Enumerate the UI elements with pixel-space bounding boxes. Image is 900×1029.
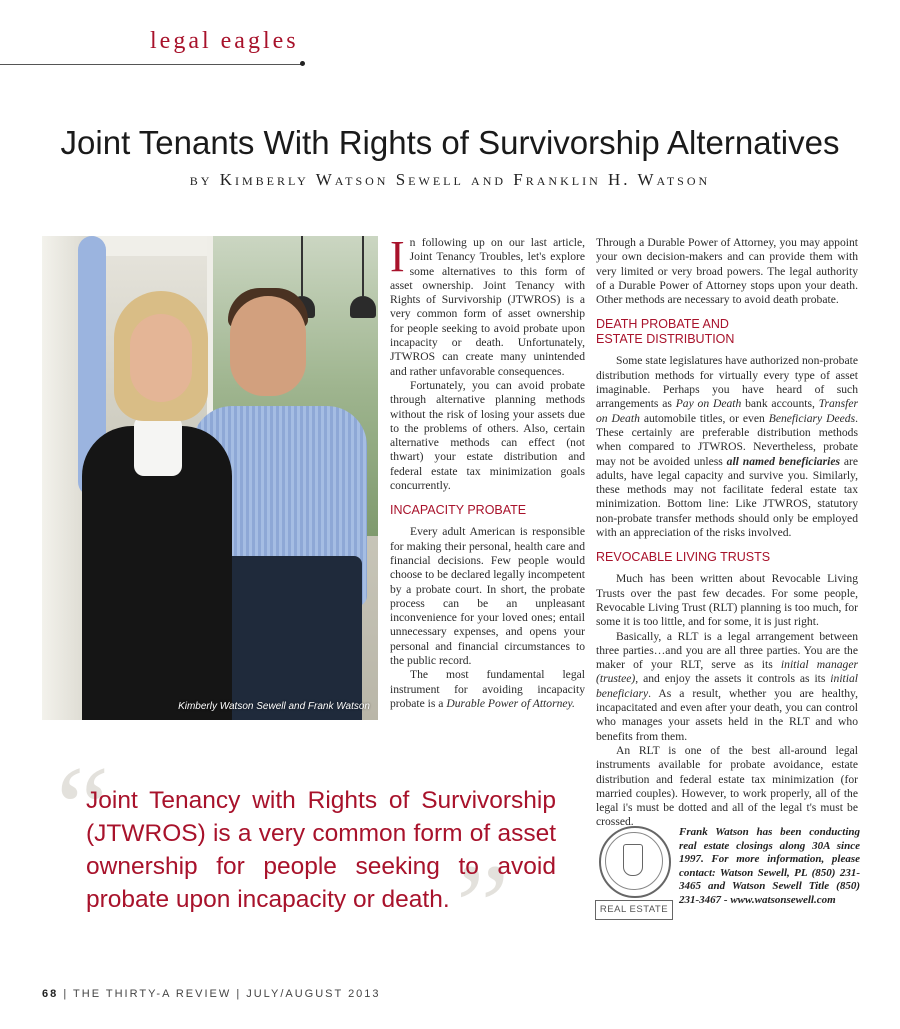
death-paragraph — [596, 354, 858, 540]
intro-text: n following up on our last article, Joint Tenancy Troubles, let's explore some alternatives to this form of asset ownership. Joint Tenancy with Rights of Survivorship (JTWROS) is a very common form of asset ownership for people seeking to avoid probate upon incapacity or death. Unfortunately, JTWROS can create many unintended and rather unfavorable consequences. — [390, 236, 585, 378]
incapacity-p2-emphasis: Durable Power of Attorney. — [446, 696, 575, 710]
incapacity-paragraph-1: Every adult American is responsible for making their personal, health care and financial decisions. Few people would choose to be declared legally incompetent by a probate court. In short, the probate process can be an unpleasant inconvenience for your loved ones; entail unnecessary expenses, and opens your personal and financial circumstances to the public record. — [390, 525, 585, 668]
byline: by Kimberly Watson Sewell and Franklin H. Watson — [189, 170, 711, 189]
death-em-3: Beneficiary Deeds — [768, 411, 856, 425]
rlt-paragraph-2 — [596, 630, 858, 744]
rlt-heading: REVOCABLE LIVING TRUSTS — [596, 550, 771, 565]
drop-cap: I — [390, 232, 405, 281]
rule-dot — [300, 61, 305, 66]
photo-caption: Kimberly Watson Sewell and Frank Watson — [178, 701, 370, 712]
pull-quote: Joint Tenancy with Rights of Survivorship (JTWROS) is a very common form of asset ownership for people seeking to avoid probate upon incapacity or death. — [86, 787, 556, 913]
death-heading-line-1: DEATH PROBATE AND — [596, 317, 729, 332]
publication-name: THE THIRTY-A REVIEW — [73, 988, 232, 1000]
death-heading — [596, 317, 858, 347]
rlt-text-a: Basically, a RLT is a legal arrangement between three parties…and you are all three parties. You are the maker of your RLT, serve as its — [596, 629, 858, 672]
rlt-paragraph-1: Much has been written about Revocable Living Trusts over the past few decades. For some people, Revocable Living Trust (RLT) planning is too much, for some it is too little, and for some, it is just right. — [596, 572, 858, 629]
rlt-text-b: , and enjoy the assets it controls as its — [635, 672, 831, 686]
rlt-paragraph-3: An RLT is one of the best all-around legal instruments available for probate avoidance, estate distribution and federal estate tax minimization (for married couples). However, to work properly, all of the legal i's must be dotted and all of the legal t's must be crossed. — [596, 743, 858, 829]
col2-paragraph-1: Through a Durable Power of Attorney, you may appoint your own decision-makers and can provide them with very limited or very broad powers. The legal authority of a Durable Power of Attorney stops upon your death. Other methods are necessary to avoid death probate. — [596, 236, 858, 307]
rlt-text-c: . As a result, whether you are healthy, incapacitated and even after your death, you can control who manages your assets held in the RLT and who benefits from them. — [596, 686, 858, 743]
header-rule — [0, 64, 302, 65]
death-text-c: automobile titles, or even — [639, 411, 769, 425]
page-number: 68 — [42, 988, 59, 1000]
rlt-em-1: initial manager (trustee) — [596, 658, 858, 686]
section-tag: legal eagles — [150, 28, 299, 54]
death-heading-line-2: ESTATE DISTRIBUTION — [596, 332, 735, 347]
incapacity-heading: INCAPACITY PROBATE — [390, 503, 527, 518]
death-text-e: are adults, have legal capacity and survive you. Similarly, these methods may not facilitate federal estate tax minimization. Bottom line: Like JTWROS, statutory non-probate transfer methods should only be employed with an appreciation of the risks involved. — [596, 454, 858, 540]
footer-separator-2: | — [236, 988, 242, 1000]
author-photo — [42, 236, 378, 720]
death-text-a: Some state legislatures have authorized non-probate distribution methods for virtually every type of asset imaginable. Perhaps you have heard of such arrangements as — [596, 354, 858, 411]
death-em-4: all named beneficiaries — [726, 454, 840, 468]
column-1 — [390, 232, 585, 711]
close-quote-mark: ” — [456, 839, 510, 972]
article-title: Joint Tenants With Rights of Survivorship Alternatives — [60, 124, 840, 161]
open-quote-mark: “ — [56, 741, 110, 874]
real-estate-badge: REAL ESTATE — [595, 900, 673, 920]
death-em-2: Transfer on Death — [596, 397, 858, 425]
rlt-em-2: initial beneficiary — [596, 672, 858, 700]
death-em-1: Pay on Death — [675, 397, 742, 411]
death-text-d: . These certainly are preferable distribution methods when compared to JTWROS. Nevertheless, probate may not be avoided unless — [596, 411, 859, 468]
issue-date: JULY/AUGUST 2013 — [246, 988, 381, 1000]
florida-bar-seal — [595, 822, 673, 922]
column-2 — [596, 236, 858, 830]
seal-shield-icon — [623, 844, 643, 876]
death-text-b: bank accounts, — [741, 397, 819, 411]
intro-paragraph — [390, 232, 585, 379]
author-bio: Frank Watson has been conducting real estate closings along 30A since 1997. For more information, please contact: Watson Sewell, PL (850) 231-3465 and Watson Sewell Title (850) 231-3467 - www.watsonsewell.com — [679, 826, 860, 906]
incapacity-paragraph-2 — [390, 668, 585, 711]
page-footer — [42, 988, 381, 1000]
intro-paragraph-2: Fortunately, you can avoid probate through alternative planning methods without the risk of losing your assets due to the problems of others. Also, certain alternative methods can effect (not thwart) your estate distribution and federal estate tax minimization goals concurrently. — [390, 378, 585, 493]
footer-separator: | — [63, 988, 69, 1000]
incapacity-p2-text: The most fundamental legal instrument for avoiding incapacity probate is a — [390, 668, 585, 710]
